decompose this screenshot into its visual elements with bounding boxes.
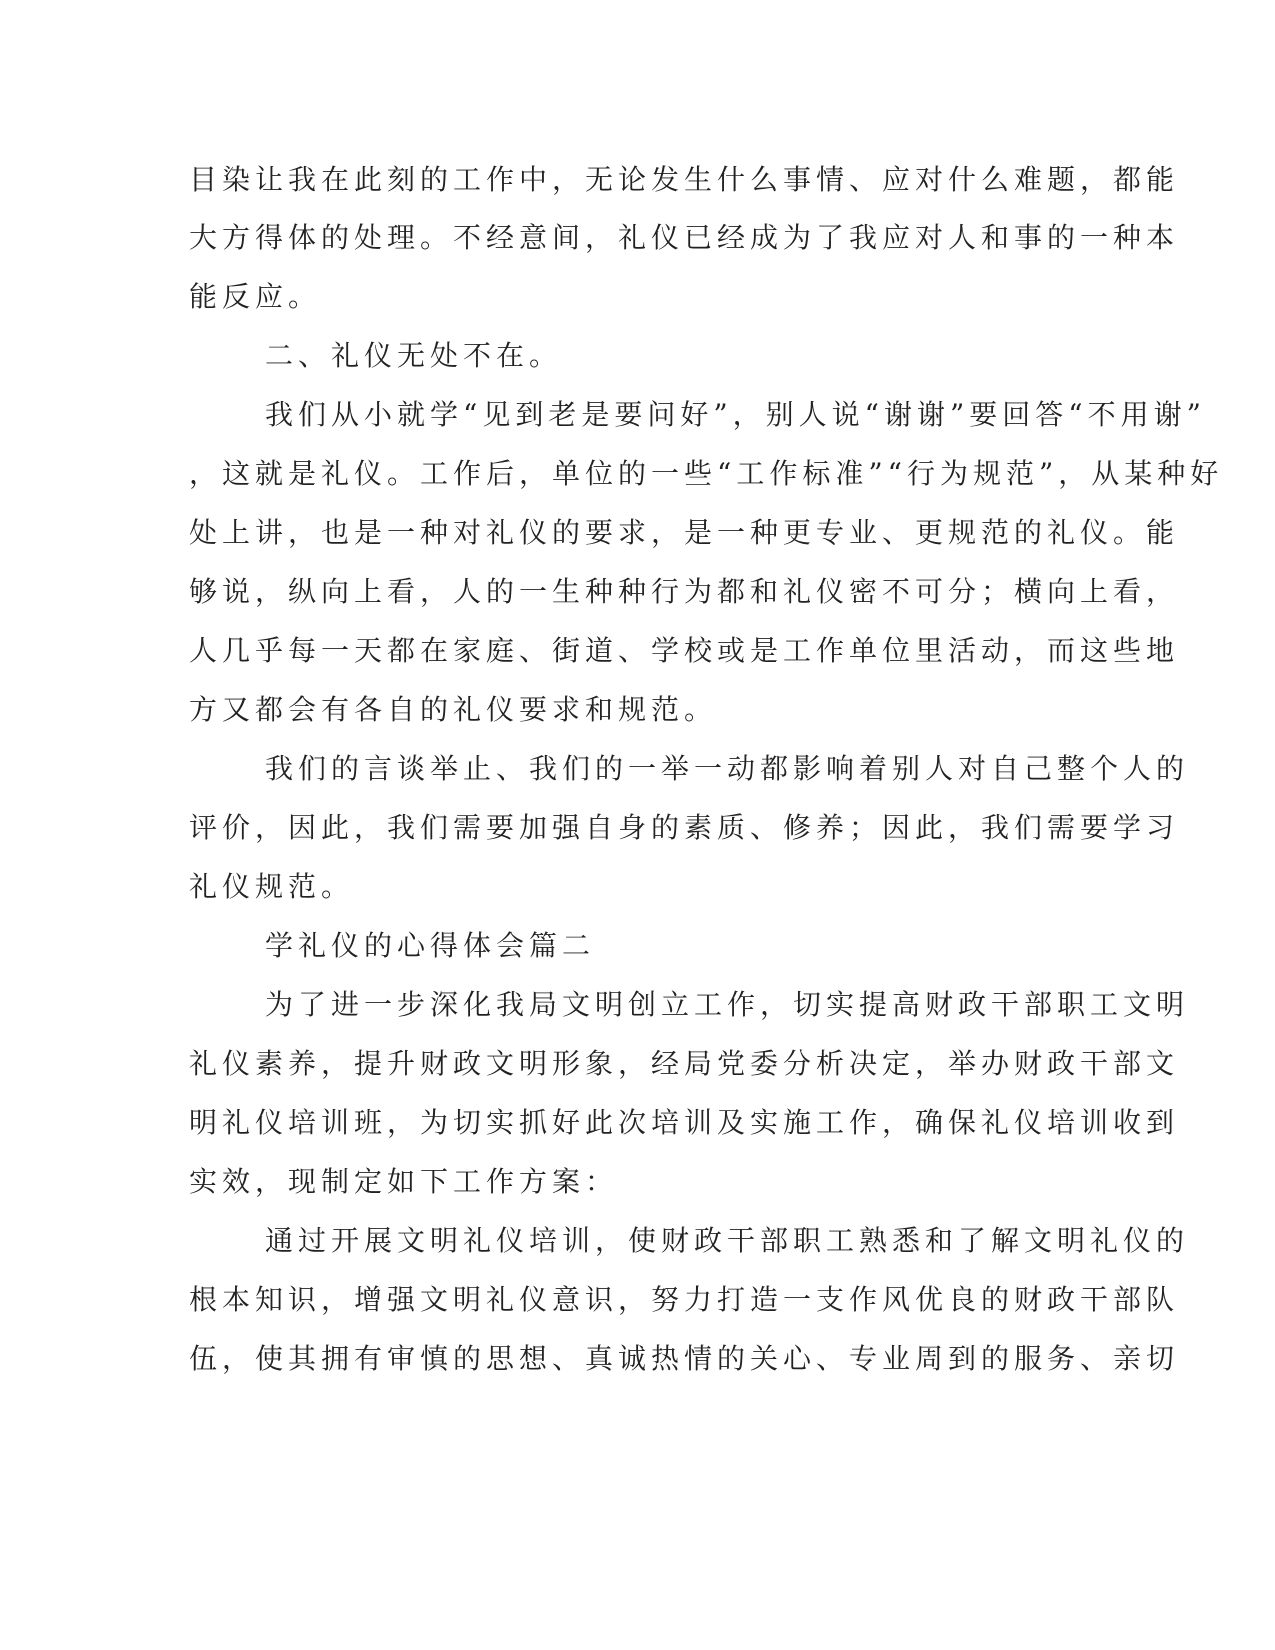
text-line-18: 实效，现制定如下工作方案： bbox=[189, 1165, 619, 1198]
article-title: 学礼仪的心得体会篇二 bbox=[265, 929, 596, 962]
text-line-10: 方又都会有各自的礼仪要求和规范。 bbox=[189, 693, 718, 726]
text-line-1: 目染让我在此刻的工作中，无论发生什么事情、应对什么难题，都能 bbox=[189, 163, 1180, 196]
text-line-13: 礼仪规范。 bbox=[189, 870, 355, 903]
text-line-11: 我们的言谈举止、我们的一举一动都影响着别人对自己整个人的 bbox=[265, 752, 1190, 785]
section-heading: 二、礼仪无处不在。 bbox=[265, 339, 563, 372]
text-line-6: ，这就是礼仪。工作后，单位的一些“工作标准”“行为规范”，从某种好 bbox=[189, 457, 1224, 490]
text-line-3: 能反应。 bbox=[189, 280, 322, 313]
text-line-12: 评价，因此，我们需要加强自身的素质、修养；因此，我们需要学习 bbox=[189, 811, 1180, 844]
text-line-20: 根本知识，增强文明礼仪意识，努力打造一支作风优良的财政干部队 bbox=[189, 1283, 1180, 1316]
text-line-15: 为了进一步深化我局文明创立工作，切实提高财政干部职工文明 bbox=[265, 988, 1190, 1021]
text-line-21: 伍，使其拥有审慎的思想、真诚热情的关心、专业周到的服务、亲切 bbox=[189, 1342, 1180, 1375]
text-line-16: 礼仪素养，提升财政文明形象，经局党委分析决定，举办财政干部文 bbox=[189, 1047, 1180, 1080]
text-line-7: 处上讲，也是一种对礼仪的要求，是一种更专业、更规范的礼仪。能 bbox=[189, 516, 1180, 549]
text-line-5: 我们从小就学“见到老是要问好”，别人说“谢谢”要回答“不用谢” bbox=[265, 398, 1206, 431]
text-line-19: 通过开展文明礼仪培训，使财政干部职工熟悉和了解文明礼仪的 bbox=[265, 1224, 1190, 1257]
text-line-17: 明礼仪培训班，为切实抓好此次培训及实施工作，确保礼仪培训收到 bbox=[189, 1106, 1180, 1139]
text-line-2: 大方得体的处理。不经意间，礼仪已经成为了我应对人和事的一种本 bbox=[189, 221, 1180, 254]
text-line-9: 人几乎每一天都在家庭、街道、学校或是工作单位里活动，而这些地 bbox=[189, 634, 1180, 667]
text-line-8: 够说，纵向上看，人的一生种种行为都和礼仪密不可分；横向上看， bbox=[189, 575, 1180, 608]
